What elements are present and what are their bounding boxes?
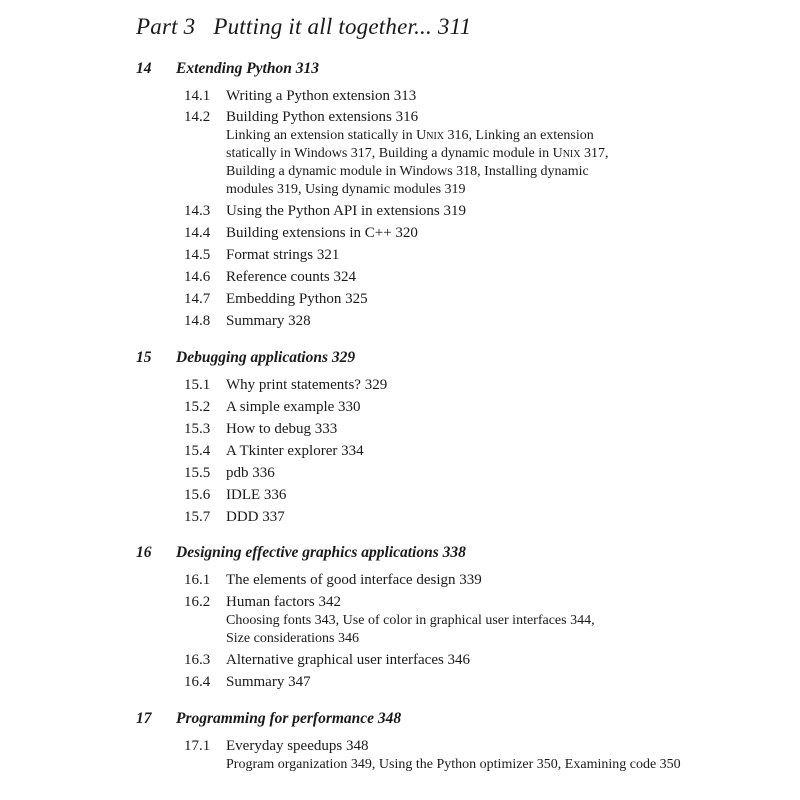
- chapter-number: 14: [136, 60, 152, 77]
- section-number: 14.3: [184, 203, 211, 219]
- section-title: How to debug 333: [226, 421, 338, 437]
- toc-entry: [184, 421, 337, 438]
- section-title: A simple example 330: [226, 399, 361, 415]
- subsection-line: Size considerations 346: [226, 631, 359, 646]
- toc-entry: [184, 313, 311, 330]
- section-title: DDD 337: [226, 509, 285, 525]
- section-number: 15.6: [184, 487, 211, 503]
- section-number: 14.7: [184, 291, 211, 307]
- toc-entry: [184, 594, 341, 611]
- subsection-line: modules 319, Using dynamic modules 319: [226, 182, 466, 197]
- section-title: Building extensions in C++ 320: [226, 225, 418, 241]
- section-number: 15.3: [184, 421, 211, 437]
- section-number: 14.1: [184, 88, 211, 104]
- section-title: Everyday speedups 348: [226, 738, 369, 754]
- chapter-title: Debugging applications 329: [176, 349, 356, 366]
- toc-entry: [184, 399, 361, 416]
- section-number: 16.4: [184, 674, 211, 690]
- toc-entry: [184, 88, 416, 105]
- toc-entry: [184, 247, 339, 264]
- section-title: Summary 328: [226, 313, 311, 329]
- toc-entry: [184, 225, 418, 242]
- section-title: Using the Python API in extensions 319: [226, 203, 467, 219]
- section-title: Format strings 321: [226, 247, 340, 263]
- part-name: Putting it all together... 311: [213, 14, 472, 39]
- toc-entry: [184, 572, 482, 589]
- toc-entry: [184, 487, 286, 504]
- subsection-line: Building a dynamic module in Windows 318, Installing dynamic: [226, 164, 589, 179]
- chapter-title: Programming for performance 348: [176, 710, 402, 727]
- part-label: Part 3: [136, 14, 196, 39]
- subsection-line: Choosing fonts 343, Use of color in graphical user interfaces 344,: [226, 613, 595, 628]
- chapter-heading: [136, 710, 401, 728]
- subsection-line: Linking an extension statically in Unix 316, Linking an extension: [226, 128, 594, 143]
- toc-entry: [184, 465, 275, 482]
- section-number: 16.2: [184, 594, 211, 610]
- chapter-number: 17: [136, 710, 152, 727]
- chapter-number: 15: [136, 349, 152, 366]
- section-number: 14.8: [184, 313, 211, 329]
- section-number: 15.7: [184, 509, 211, 525]
- section-number: 15.1: [184, 377, 211, 393]
- section-number: 14.4: [184, 225, 211, 241]
- chapter-number: 16: [136, 544, 152, 561]
- section-title: pdb 336: [226, 465, 275, 481]
- toc-entry: [184, 509, 285, 526]
- toc-entry: [184, 203, 466, 220]
- section-number: 15.4: [184, 443, 211, 459]
- toc-entry: [184, 738, 368, 755]
- toc-entry: [184, 291, 368, 308]
- section-title: The elements of good interface design 339: [226, 572, 482, 588]
- part-title: [136, 14, 471, 40]
- toc-entry: [184, 269, 356, 286]
- section-number: 16.3: [184, 652, 211, 668]
- section-title: A Tkinter explorer 334: [226, 443, 364, 459]
- section-number: 14.5: [184, 247, 211, 263]
- subsection-line: Program organization 349, Using the Python optimizer 350, Examining code 350: [226, 757, 681, 772]
- toc-entry: [184, 377, 387, 394]
- section-number: 14.6: [184, 269, 211, 285]
- chapter-heading: [136, 544, 466, 562]
- section-title: Building Python extensions 316: [226, 109, 419, 125]
- section-title: Writing a Python extension 313: [226, 88, 417, 104]
- section-title: Alternative graphical user interfaces 346: [226, 652, 471, 668]
- chapter-title: Designing effective graphics applications 338: [176, 544, 466, 561]
- section-number: 17.1: [184, 738, 211, 754]
- toc-entry: [184, 443, 364, 460]
- toc-entry: [184, 652, 470, 669]
- toc-entry: [184, 109, 418, 126]
- section-number: 14.2: [184, 109, 211, 125]
- section-title: Reference counts 324: [226, 269, 356, 285]
- section-title: Why print statements? 329: [226, 377, 388, 393]
- chapter-heading: [136, 60, 319, 78]
- subsection-line: statically in Windows 317, Building a dynamic module in Unix 317,: [226, 146, 609, 161]
- section-title: Human factors 342: [226, 594, 341, 610]
- section-number: 15.2: [184, 399, 211, 415]
- section-number: 15.5: [184, 465, 211, 481]
- section-title: IDLE 336: [226, 487, 287, 503]
- toc-entry: [184, 674, 311, 691]
- section-number: 16.1: [184, 572, 211, 588]
- section-title: Embedding Python 325: [226, 291, 368, 307]
- section-title: Summary 347: [226, 674, 311, 690]
- chapter-title: Extending Python 313: [176, 60, 319, 77]
- chapter-heading: [136, 349, 355, 367]
